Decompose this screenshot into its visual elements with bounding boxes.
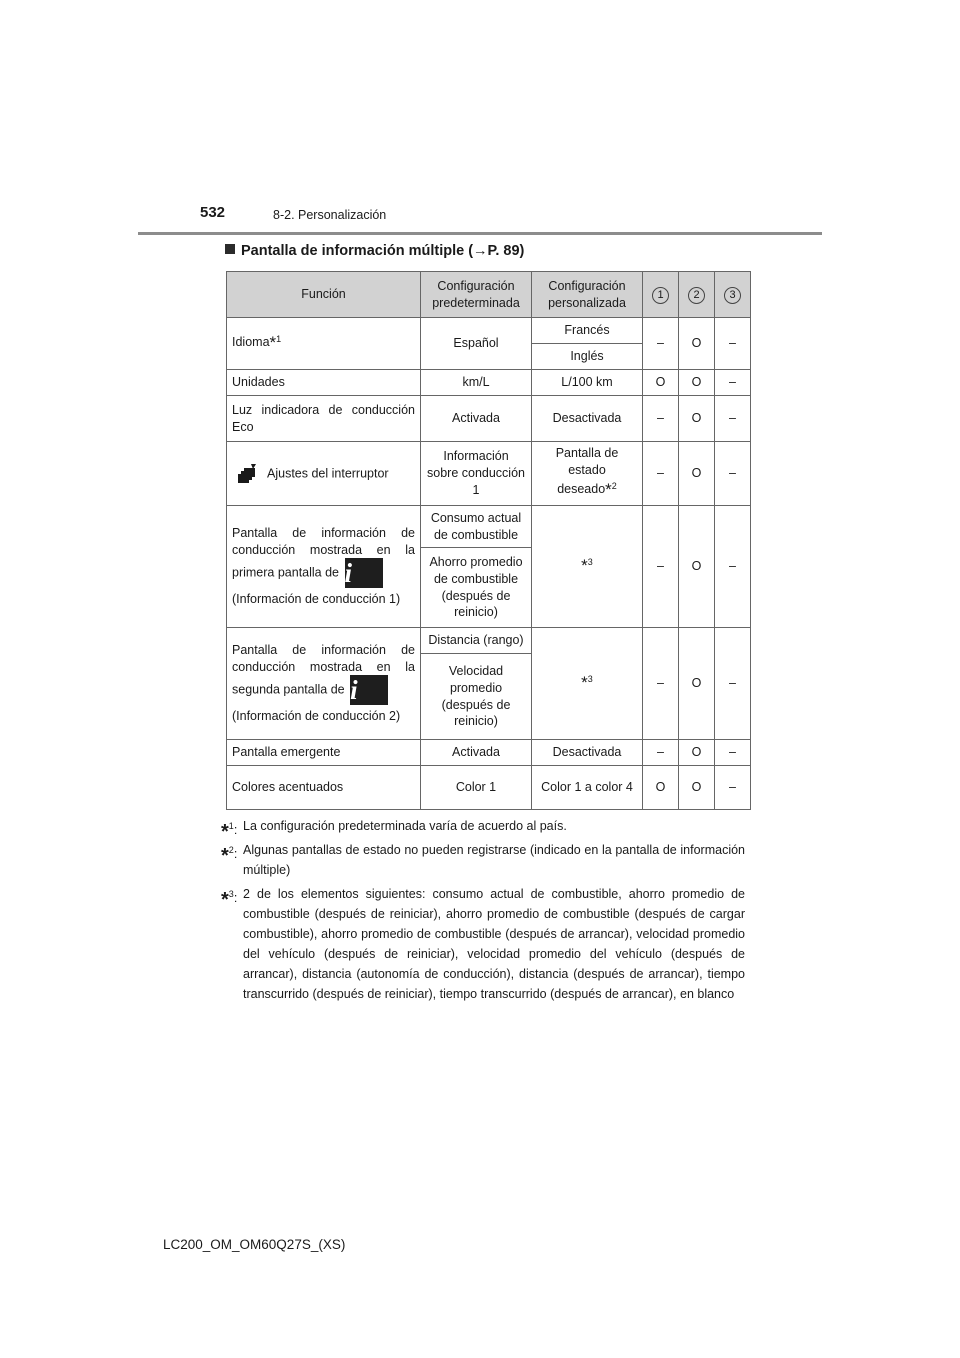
col-1 [643,272,679,318]
cell-mark-2: O [679,740,715,766]
col-2 [679,272,715,318]
footnote-marker: *$^1$: [221,821,238,843]
cell-default: Color 1 [421,766,532,810]
function-suffix: (Información de conducción 1) [232,592,401,607]
footnote-star: * [581,673,588,693]
cell-mark-2: O [679,396,715,442]
cell-custom [532,506,643,628]
table-row-idioma [227,318,751,344]
square-bullet-icon [225,244,235,254]
cell-function: Pantalla emergente [227,740,421,766]
cell-function: Colores acentuados [227,766,421,810]
footnote-ref: 2 [611,480,617,491]
table-row-conduccion2 [227,628,751,654]
cell-mark-1: – [643,740,679,766]
table-row-emergente [227,740,751,766]
cell-function [227,506,421,628]
heading-ref[interactable]: P. 89) [487,243,525,259]
heading [225,243,524,259]
circle-number: 2 [688,287,705,304]
footnote-marker: *$^3$: [221,889,238,911]
cell-default: Español [421,318,532,370]
function-suffix: (Información de conducción 2) [232,709,401,724]
footnote [221,816,745,843]
function-label: Ajustes del interruptor [267,465,389,480]
function-label: Pantalla de información de conducción mostrada en la segunda pantalla de [232,642,415,697]
cell-custom [532,442,643,506]
col-3 [715,272,751,318]
cell-mark-2: O [679,628,715,740]
cell-custom: Francés [532,318,643,344]
footnote-star: * [269,333,277,353]
footnote-ref: 3 [587,674,593,685]
table-row-unidades [227,370,751,396]
arrow-icon: → [473,243,488,259]
cell-function [227,318,421,370]
cell-mark-1: – [643,318,679,370]
footnote-ref: 1 [276,334,282,345]
cell-default: Consumo actual de combustible [421,506,532,548]
footnote [221,840,745,880]
function-label: Idioma [232,335,270,350]
circle-number: 3 [724,287,741,304]
cell-mark-3: – [715,318,751,370]
cell-mark-2: O [679,370,715,396]
settings-table [226,271,751,810]
cell-mark-2: O [679,442,715,506]
cell-custom: L/100 km [532,370,643,396]
cell-mark-1: – [643,628,679,740]
cell-custom: Inglés [532,344,643,370]
footnote-text: La configuración predeterminada varía de acuerdo al país. [243,819,567,833]
cell-function: Unidades [227,370,421,396]
cell-mark-2: O [679,506,715,628]
table-header-row [227,272,751,318]
cell-custom: Desactivada [532,740,643,766]
cell-default: Información sobre conducción 1 [421,442,532,506]
cell-custom: Color 1 a color 4 [532,766,643,810]
info-i-icon: i [345,558,383,588]
heading-text: Pantalla de información múltiple ( [241,243,474,259]
cell-default: Ahorro promedio de combustible (después de reinicio) [421,548,532,628]
cell-mark-3: – [715,370,751,396]
footnote-marker: *$^2$: [221,845,238,867]
col-custom: Configuración personalizada [532,272,643,318]
cell-mark-3: – [715,766,751,810]
cell-default: Activada [421,740,532,766]
section-title: 8-2. Personalización [273,208,387,222]
cell-mark-1: O [643,766,679,810]
cell-default: Activada [421,396,532,442]
footnote-star: * [581,556,588,576]
page-number: 532 [200,204,226,221]
cell-mark-2: O [679,318,715,370]
footer-code: LC200_OM_OM60Q27S_(XS) [163,1237,346,1252]
table-row-conduccion1 [227,506,751,548]
cell-mark-3: – [715,396,751,442]
cell-default: km/L [421,370,532,396]
cell-mark-1: O [643,370,679,396]
footnotes [221,816,745,1008]
header-rule [138,232,822,235]
cell-function: Luz indicadora de conducción Eco [227,396,421,442]
cell-custom [532,628,643,740]
footnote-text: 2 de los elementos siguientes: consumo actual de combustible, ahorro promedio de combustible (después de reiniciar), ahorro promedio de combustible (después de cargar combustible), ahorro promedio de combustible (después de arrancar), velocidad promedio del vehículo (después de reiniciar), velocidad promedio del vehículo (después de arrancar), distancia (autonomía de conducción), distancia (después de arrancar), tiempo transcurrido (después de reiniciar), tiempo transcurrido (después de arrancar), en blanco [243,887,745,1001]
cell-mark-1: – [643,506,679,628]
cell-default: Distancia (rango) [421,628,532,654]
footnote-star: * [605,479,612,499]
cell-mark-3: – [715,506,751,628]
cell-function [227,442,421,506]
cell-mark-3: – [715,442,751,506]
cell-function [227,628,421,740]
footnote-text: Algunas pantallas de estado no pueden registrarse (indicado en la pantalla de información múltiple) [243,843,745,877]
cell-mark-2: O [679,766,715,810]
cell-mark-3: – [715,628,751,740]
info-i-icon: i [350,675,388,705]
switch-settings-icon [235,463,257,485]
cell-custom: Desactivada [532,396,643,442]
cell-mark-1: – [643,396,679,442]
col-default: Configuración predeterminada [421,272,532,318]
footnote [221,884,745,1004]
function-label: Pantalla de información de conducción mostrada en la primera pantalla de [232,525,415,580]
circle-number: 1 [652,287,669,304]
table-row-colores [227,766,751,810]
table-row-interruptor [227,442,751,506]
custom-label: Pantalla de estado deseado [555,446,619,496]
cell-mark-3: – [715,740,751,766]
cell-mark-1: – [643,442,679,506]
table-row-eco [227,396,751,442]
col-function: Función [227,272,421,318]
footnote-ref: 3 [587,557,593,568]
cell-default: Velocidad promedio (después de reinicio) [421,654,532,740]
